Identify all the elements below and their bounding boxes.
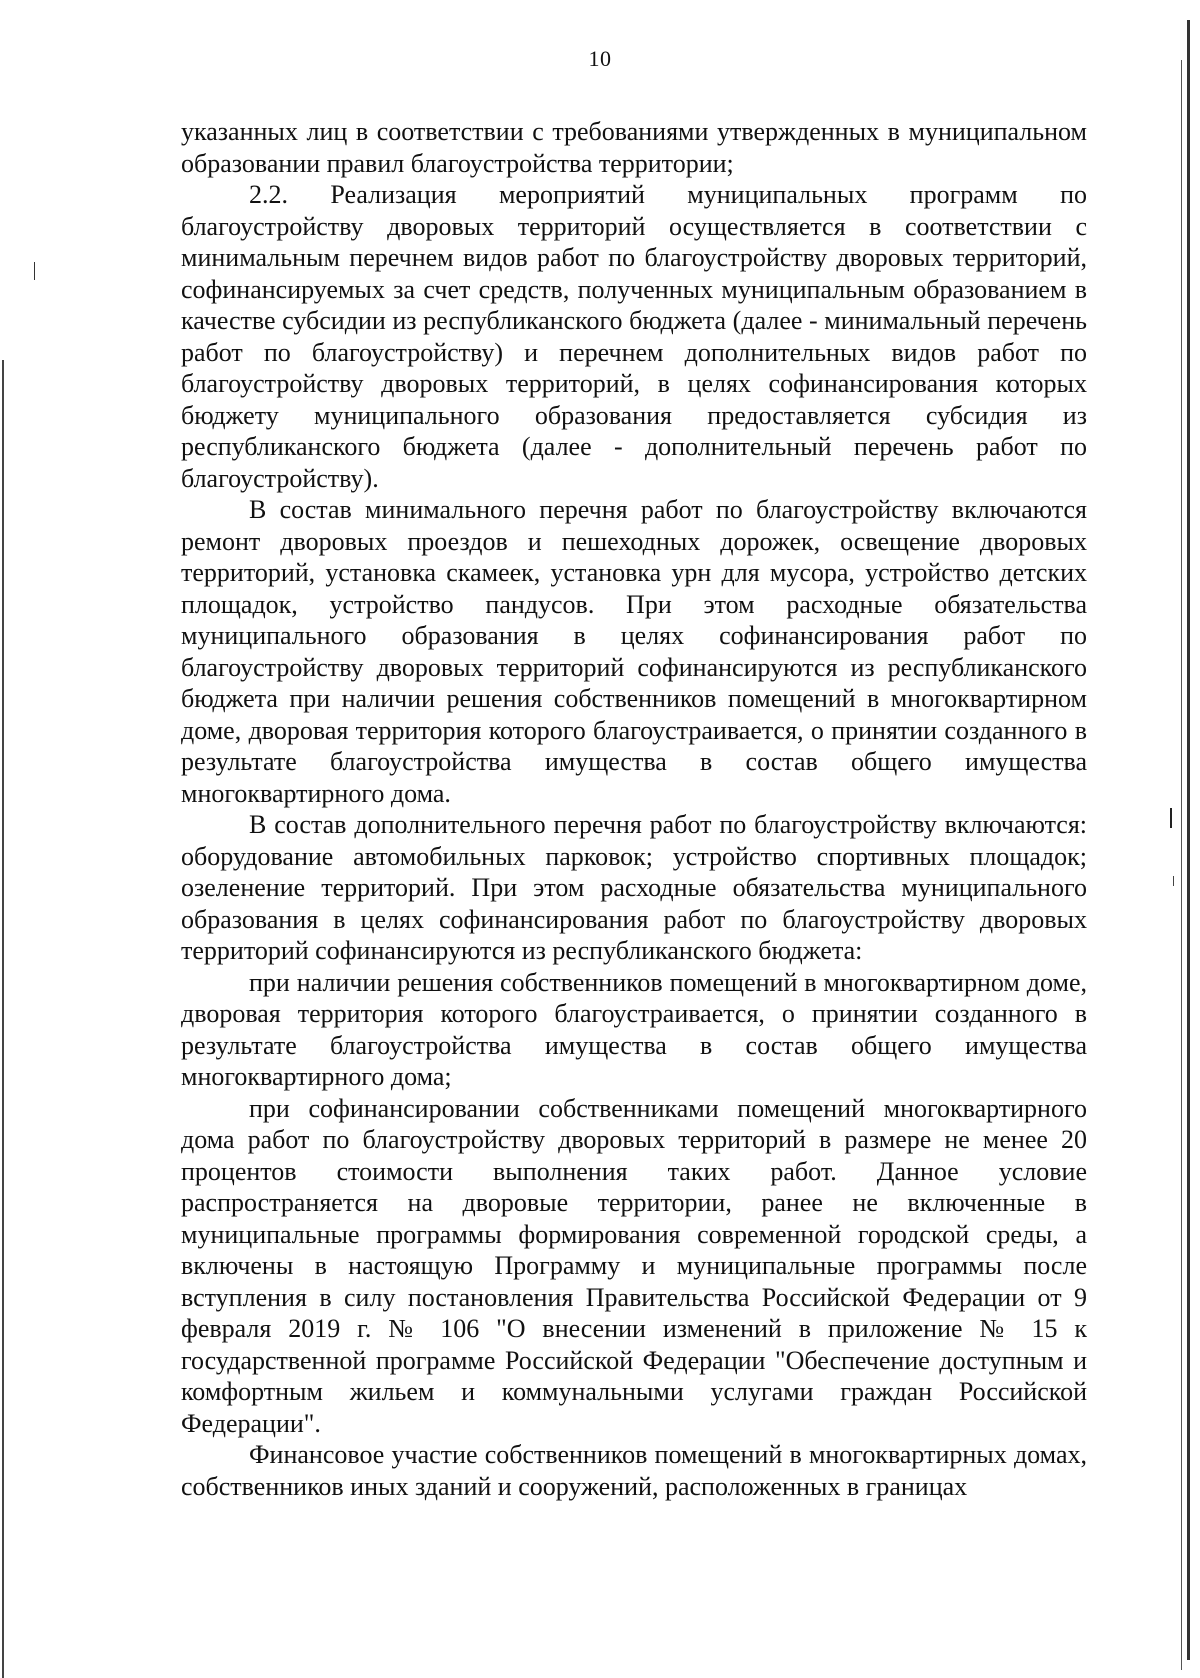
document-body — [181, 116, 1087, 1502]
scan-mark-left — [34, 262, 35, 280]
page-number: 10 — [588, 46, 612, 71]
paragraph-additional-list: В состав дополнительного перечня работ по благоустройству включаются: оборудование автомобильных парковок; устройство спортивных площадок; озеленение территорий. При этом расходные обязательства муниципального образования в целях софинансирования работ по благоустройству дворовых территорий софинансируются из республиканского бюджета: — [181, 810, 1087, 965]
paragraph-condition-cofinancing: при софинансировании собственниками помещений многоквартирного дома работ по благоустройству дворовых территорий в размере не менее 20 процентов стоимости выполнения таких работ. Данное условие распространяется на дворовые территории, ранее не включенные в муниципальные программы формирования современной городской среды, а включены в настоящую Программу и муниципальные программы после вступления в силу постановления Правительства Российской Федерации от 9 февраля 2019 г. № 106 "О внесении изменений в приложение № 15 к государственной программе Российской Федерации "Обеспечение доступным и комфортным жильем и коммунальными услугами граждан Российской Федерации". — [181, 1093, 1087, 1438]
scan-edge-right-inner — [1181, 60, 1182, 1670]
scan-edge-right — [1187, 20, 1190, 1660]
scan-mark-right-a — [1170, 808, 1172, 828]
paragraph-continuation: указанных лиц в соответствии с требованиями утвержденных в муниципальном образовании правил благоустройства территории; — [181, 117, 1087, 178]
scan-mark-right-b — [1173, 876, 1174, 886]
paragraph-financial-participation: Финансовое участие собственников помещений в многоквартирных домах, собственников иных зданий и сооружений, расположенных в границах — [181, 1440, 1087, 1501]
scan-edge-left — [2, 360, 4, 1678]
paragraph-minimal-list: В состав минимального перечня работ по благоустройству включаются ремонт дворовых проездов и пешеходных дорожек, освещение дворовых территорий, установка скамеек, установка урн для мусора, устройство детских площадок, устройство пандусов. При этом расходные обязательства муниципального образования в целях софинансирования работ по благоустройству дворовых территорий софинансируются из республиканского бюджета при наличии решения собственников помещений в многоквартирном доме, дворовая территория которого благоустраивается, о принятии созданного в результате благоустройства имущества в состав общего имущества многоквартирного дома. — [181, 495, 1087, 808]
paragraph-condition-decision: при наличии решения собственников помещений в многоквартирном доме, дворовая территория которого благоустраивается, о принятии созданного в результате благоустройства имущества в состав общего имущества многоквартирного дома; — [181, 967, 1087, 1091]
paragraph-2-2: 2.2. Реализация мероприятий муниципальных программ по благоустройству дворовых территорий осуществляется в соответствии с минимальным перечнем видов работ по благоустройству дворовых территорий, софинансируемых за счет средств, полученных муниципальным образованием в качестве субсидии из республиканского бюджета (далее - минимальный перечень работ по благоустройству) и перечнем дополнительных видов работ по благоустройству дворовых территорий, в целях софинансирования которых бюджету муниципального образования предоставляется субсидия из республиканского бюджета (далее - дополнительный перечень работ по благоустройству). — [181, 180, 1087, 493]
